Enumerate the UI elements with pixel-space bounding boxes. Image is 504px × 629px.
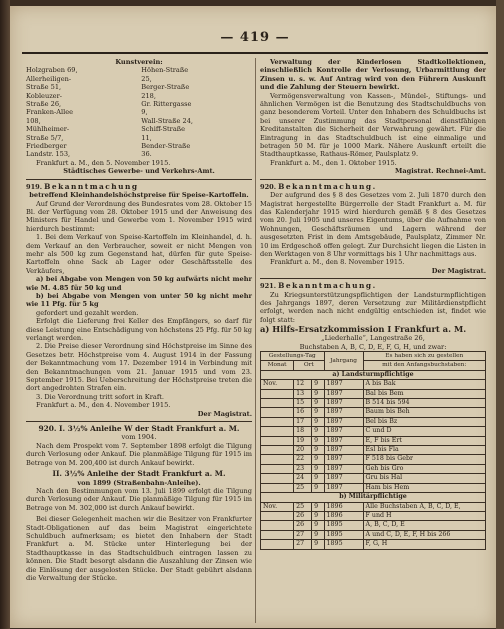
kunstverein-heading: Kunstverein: [115,58,163,66]
table-row [261,436,486,445]
table-cell: 9 [312,521,324,530]
table-header: mit den Anfangsbuchstaben: [363,361,485,370]
address-item: Berger-Straße 218, [141,83,190,100]
table-cell: 9 [312,530,324,539]
paragraph: Vermögensverwaltung von Kassen-, Mündel-, Stiftungs- und ähnlichen Vermögen ist die Benutzung des Stadtschuldbuchs von ganz besonderem Vorteil. Unter den Inhabern des Schuldbuchs ist bei unserer Zustimmung das Stadtpersonal dienstfähigen Kreditanstalten die Sicherheit der Verwahrung gewährt. Für die Eintragung in das Stadtschuldbuch ist eine einmalige und betragen 50 M. für je 1000 Mark. Nähere Auskunft erteilt die Stadthauptkasse, Rathaus-Römer, Paulsplatz 9. [260,91,486,159]
paragraph: Verwaltung der Kinderlosen Stadtkollektionen, einschließlich Kontrolle der Verlosung, Urbarmittlung der Zinsen u. s. w. Auf Antrag wird von den Führern Auskunft und die Zahlung der Steuern bewirkt. [260,58,486,92]
address-item: Höhen-Straße 25, [141,66,189,83]
loan-title: II. 3½% Anleihe der Stadt Frankfurt a. M. [52,469,226,479]
paragraph: Erfolgt die Lieferung frei Keller des Empfängers, so darf für diese Leistung eine Entschädigung von höchstens 25 Pfg. für 50 kg verlangt werden. [26,317,252,342]
page-number: — 419 — [220,30,290,45]
page-edge [496,0,504,629]
table-cell: 1897 [324,446,363,455]
table-cell: Baum bis Beh [363,408,485,417]
document-page [10,6,496,628]
table-cell: 9 [312,399,324,408]
table-cell: B 514 bis 594 [363,399,485,408]
table-cell [261,483,294,492]
table-cell: 23 [294,464,312,473]
table-row [261,502,486,511]
address-item: Holzgraben 69, [26,66,78,75]
table-cell: 9 [312,389,324,398]
table-row [261,530,486,539]
table-cell: 1897 [324,436,363,445]
table-cell: 9 [312,380,324,389]
table-cell: 9 [312,417,324,426]
address-item: Allerheiligen-Straße 51, [26,74,72,92]
table-cell: 15 [294,399,312,408]
table-row [261,446,486,455]
table-cell: Ham bis Hem [363,483,485,492]
table-body [261,493,486,549]
table-cell: 9 [312,427,324,436]
table-cell: 9 [312,540,324,549]
notice-number: 919. [26,182,43,191]
table-cell: 1895 [324,521,363,530]
table-cell: 12 [294,380,312,389]
table-cell: 9 [312,464,324,473]
table-row [261,389,486,398]
address-item: Kobleuzer-Straße 26, [26,91,62,109]
table-cell [261,540,294,549]
table-cell: 16 [294,408,312,417]
table-cell [261,427,294,436]
paragraph: Bei dieser Gelegenheit machen wir die Besitzer von Frankfurter Stadt-Obligationen auf das beim Magistrat eingerichtete Schuldbuch aufmerksam; es bietet den Inhabern der Stadt Frankfurt a. M. Stücke unter Hinterlegung bei der Stadthauptkasse in das Stadtschuldbuch eintragen lassen zu können. Die Stadt besorgt alsdann die Auszahlung der Zinsen wie die Einlösung der ausgelosten Stücke. Der Stadt gebührt alsdann die Verwaltung der Stücke. [26,515,252,582]
table-header: Gestellungs-Tag [261,352,325,361]
table-cell: F 518 bis Gebr [363,455,485,464]
paragraph: gefordert und gezahlt werden. [36,308,139,317]
notice-title: Bekanntmachung [44,181,139,191]
paragraph: b) bei Abgabe von Mengen von unter 50 kg nicht mehr wie 11 Pfg. für 5 kg [26,291,252,309]
schedule-table [260,351,486,550]
table-cell [261,530,294,539]
left-column [26,58,252,582]
table-cell: 9 [312,408,324,417]
signature: Der Magistrat. [431,266,486,275]
table-cell: Gru bis Hal [363,474,485,483]
table-cell [261,399,294,408]
table-cell: 9 [312,483,324,492]
table-cell: 1897 [324,380,363,389]
table-cell: 20 [294,446,312,455]
table-body [261,370,486,492]
table-header: Jahrgang [324,352,363,371]
office-signature: Städtisches Gewerbe- und Verkehrs-Amt. [63,167,215,176]
table-cell: C und D [363,427,485,436]
table-cell: 9 [312,436,324,445]
table-header: Monat [261,361,294,370]
notice-header [260,282,486,290]
table-cell: 19 [294,436,312,445]
table-cell: 9 [312,474,324,483]
table-cell: 1897 [324,399,363,408]
address-item: Franken-Allee 108, [26,108,74,125]
notice-header [26,183,252,191]
venue-line: „Liederhalle“, Langestraße 26, [321,334,425,343]
table-cell: 9 [312,455,324,464]
table-cell: Esl bis Fla [363,446,485,455]
table-row [261,380,486,389]
notice-number: 920. [260,182,277,191]
table-cell: 25 [294,502,312,511]
table-cell: 24 [294,474,312,483]
table-cell: 22 [294,455,312,464]
address-list-right [141,66,252,158]
column-divider [255,58,256,623]
table-cell [261,511,294,520]
table-cell: 1897 [324,464,363,473]
table-cell: 1897 [324,427,363,436]
table-cell [261,521,294,530]
divider [26,179,252,180]
address-item: Wall-Straße 24, [141,116,193,125]
table-cell: Bal bis Bem [363,389,485,398]
table-row [261,540,486,549]
table-cell: 27 [294,540,312,549]
table-cell: F und H [363,511,485,520]
table-cell: A bis Bak [363,380,485,389]
table-cell: 1897 [324,455,363,464]
table-cell [261,464,294,473]
table-cell: F, G, H [363,540,485,549]
table-cell: 17 [294,417,312,426]
table-cell: 1897 [324,483,363,492]
address-item: Friedberger Landstr. 153, [26,142,71,159]
divider [26,421,252,422]
notice-number: 921. [260,282,277,291]
paragraph: Nach dem Prospekt vom 7. September 1898 erfolgt die Tilgung durch Verlosung oder Ankauf. Die planmäßige Tilgung für 1915 im Betrage von M. 200,400 ist durch Ankauf bewirkt. [26,441,252,467]
table-cell: 1897 [324,474,363,483]
loan-subtitle: von 1899 (Straßenbahn-Anleihe). [77,478,201,487]
table-cell: E, F bis Ert [363,436,485,445]
table-cell: A, B, C, D, E [363,521,485,530]
table-cell: 25 [294,483,312,492]
table-cell [261,408,294,417]
address-item: Mühlheimer-Straße 5/7, [26,125,70,142]
table-cell: 1896 [324,511,363,520]
table-cell: 9 [312,511,324,520]
table-cell [261,389,294,398]
table-row [261,427,486,436]
paragraph: 1. Bei dem Verkauf von Speise-Kartoffeln im Kleinhandel, d. h. dem Verkauf an den Verbraucher, soweit er nicht Mengen von mehr als 500 kg zum Gegenstand hat, dürfen für gute Speise-Kartoffeln ohne Sack ab Lager oder Geschäftsstelle des Verkäufers, [26,233,252,275]
table-cell: 1897 [324,408,363,417]
table-section-label: a) Landsturmpflichtige [261,370,486,379]
date-line: Frankfurt a. M., den 8. November 1915. [270,258,405,267]
table-cell: 1895 [324,540,363,549]
notice-title: Bekanntmachung. [278,181,377,191]
table-header: Ort [294,361,324,370]
table-cell: 13 [294,389,312,398]
loan-title: 920. I. 3½% Anleihe W der Stadt Frankfurt a. M. [38,424,240,434]
signature: Der Magistrat. [197,409,252,418]
table-cell: 18 [294,427,312,436]
address-item: Gr. Rittergasse 9, [141,100,192,117]
table-cell: 1895 [324,530,363,539]
paragraph: Nach den Bestimmungen vom 13. Juli 1899 erfolgt die Tilgung durch Verlosung oder Ankauf. Die planmäßige Tilgung für 1915 im Betrage von M. 302,000 ist durch Ankauf bewirkt. [26,486,252,512]
table-cell: 1896 [324,502,363,511]
table-cell: 1897 [324,417,363,426]
table-cell [261,474,294,483]
table-row [261,483,486,492]
table-cell: Bel bis Bz [363,417,485,426]
table-cell: Nov. [261,380,294,389]
paragraph: Auf Grund der Verordnung des Bundesrates vom 28. Oktober 15 Bl. der Verfügung vom 28. Oktober 1915 und der Anweisung des Ministers für Handel und Gewerbe vom 1. November 1915 wird hierdurch bestimmt: [26,199,252,233]
table-cell [261,436,294,445]
divider [260,278,486,279]
page-header [22,30,488,54]
notice-subject: betreffend Kleinhandelshöchstpreise für Speise-Kartoffeln. [29,191,249,200]
paragraph: Zu Kriegsunterstützungspflichtigen der Landsturmpflichtigen des Jahrgangs 1897, deren Versetzung zur Militärdienstpflicht erfolgt, werden nach nicht endgültig entschieden ist, findet wie folgt statt: [260,290,486,324]
table-cell [261,446,294,455]
table-cell: 26 [294,511,312,520]
table-row [261,511,486,520]
venue-line: Buchstaben A, B, C, D, E, F, G, H, und zwar: [299,342,447,351]
address-list-left [26,66,137,158]
paragraph: 2. Die Preise dieser Verordnung sind Höchstpreise im Sinne des Gesetzes betr. Höchstpreise vom 4. August 1914 in der Fassung der Bekanntmachung vom 17. Dezember 1914 in Verbindung mit den Bekanntmachungen vom 21. Januar 1915 und vom 23. September 1915. Bei Ueberschreitung der Höchstpreise treten die dort angedrohten Strafen ein. [26,342,252,393]
divider [260,179,486,180]
table-cell: 9 [312,446,324,455]
table-row [261,474,486,483]
right-column [260,58,486,550]
date-line: Frankfurt a. M., den 5. November 1915. [36,158,171,167]
table-row [261,521,486,530]
table-section-label: b) Militärpflichtige [261,493,486,502]
table-cell: 26 [294,521,312,530]
address-list [26,66,252,158]
table-cell: 27 [294,530,312,539]
book-spine [0,0,10,629]
signature: Magistrat. Rechnei-Amt. [395,167,486,176]
address-item: Bender-Straße 36. [141,142,191,159]
date-line: Frankfurt a. M., den 1. Oktober 1915. [270,158,397,167]
table-cell: A und C, D, E, F, H bis 266 [363,530,485,539]
notice-header [260,183,486,191]
table-cell: 9 [312,502,324,511]
table-cell [261,455,294,464]
table-row [261,399,486,408]
table-cell: Alle Buchstaben A, B, C, D, E, [363,502,485,511]
table-header: Es haben sich zu gestellen [363,352,485,361]
paragraph: Der aufgrund des § 8 des Gesetzes vom 2. Juli 1870 durch den Magistrat hergestellte Bürgerrolle der Stadt Frankfurt a. M. für das Kalenderjahr 1915 wird hierdurch gemäß § 8 des Gesetzes vom 20. Juli 1905 und unseres Eigentums, über die Aufnahme von Wohnungen, Geschäftsräumen und Lagern während der ausgesetzten Frist in dem Amtsgebäude, Paulsplatz, Zimmer Nr. 10 im Erdgeschoß offen gelegt. Zur Durchsicht liegen die Listen in den Werktagen von 8 Uhr vormittags bis 1 Uhr nachmittags aus. [260,191,486,258]
table-row [261,455,486,464]
paragraph: 3. Die Verordnung tritt sofort in Kraft. [36,392,165,401]
commission-heading: a) Hilfs-Ersatzkommission I Frankfurt a. M. [260,324,467,335]
table-cell: Nov. [261,502,294,511]
table-cell: 1897 [324,389,363,398]
table-row [261,417,486,426]
table-row [261,408,486,417]
notice-title: Bekanntmachung. [278,281,377,291]
loan-subtitle: vom 1904. [121,433,157,442]
table-cell: Geh bis Gro [363,464,485,473]
address-item: Schiff-Straße 11, [141,125,186,142]
table-row [261,464,486,473]
paragraph: a) bei Abgabe von Mengen von 50 kg aufwärts nicht mehr wie M. 4.85 für 50 kg und [26,275,252,292]
table-cell [261,417,294,426]
date-line: Frankfurt a. M., den 4. November 1915. [36,401,171,410]
